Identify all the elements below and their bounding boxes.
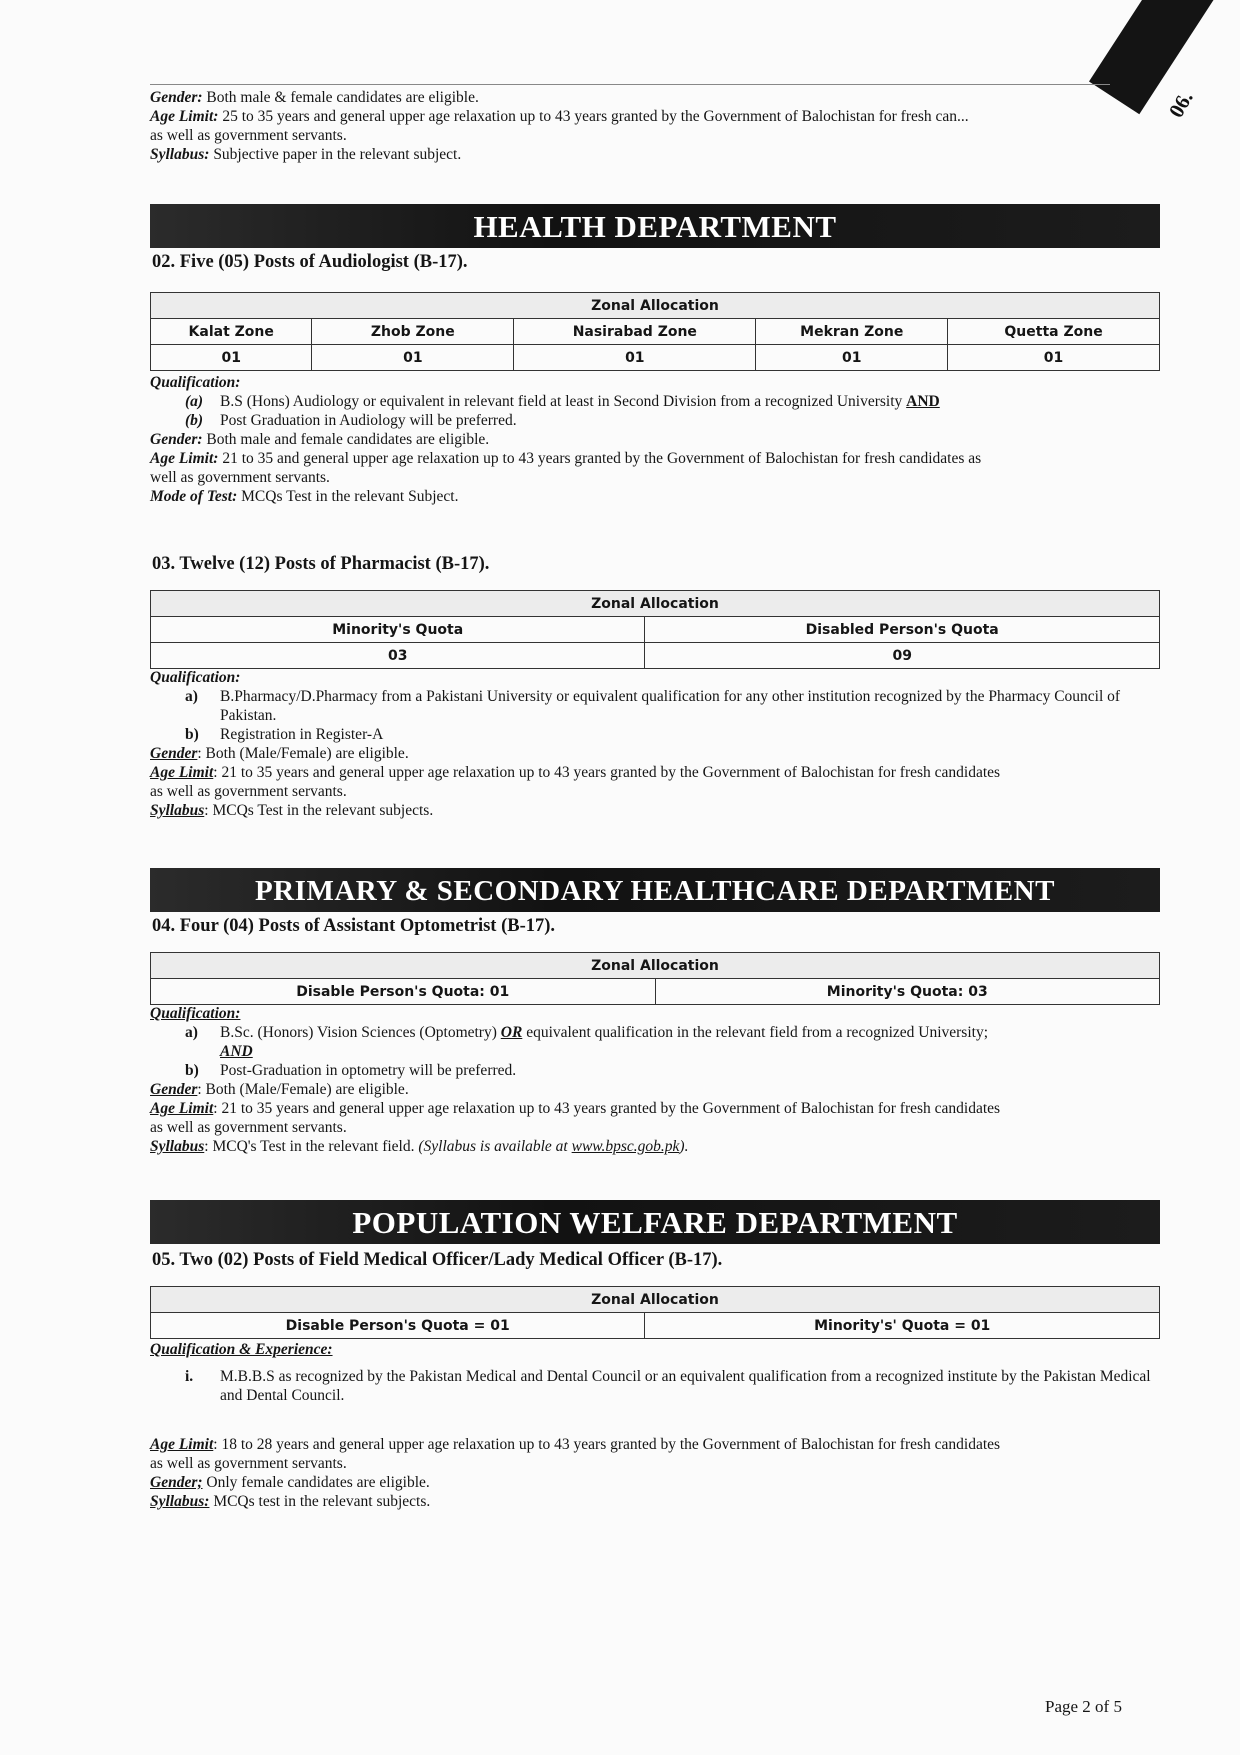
list-item: a) B.Sc. (Honors) Vision Sciences (Optometry) OR equivalent qualification in the relevant field from a recognized University; AND: [185, 1024, 989, 1060]
zone-header: Quetta Zone: [948, 319, 1160, 345]
audiologist-heading: 02. Five (05) Posts of Audiologist (B-17).: [152, 252, 468, 272]
gender-label: Gender;: [150, 1474, 203, 1491]
pharmacist-details: [150, 668, 1160, 820]
zone-header: Kalat Zone: [151, 319, 312, 345]
corner-page-number: 06.: [1163, 86, 1198, 122]
qualification-list: [150, 1023, 1160, 1080]
age-text: : 18 to 28 years and general upper age relaxation up to 43 years granted by the Government of Balochistan for fresh candidates: [213, 1436, 1001, 1453]
previous-post-details: [150, 88, 1160, 164]
age-text: 21 to 35 and general upper age relaxation up to 43 years granted by the Government of Balochistan for fresh candidates as: [218, 450, 982, 467]
bpsc-link[interactable]: www.bpsc.gob.pk: [571, 1138, 680, 1155]
quota-value: 09: [645, 643, 1160, 669]
zonal-allocation-title: Zonal Allocation: [151, 591, 1160, 617]
age-text-cont: as well as government servants.: [150, 1455, 347, 1472]
optometrist-heading: 04. Four (04) Posts of Assistant Optometrist (B-17).: [152, 916, 556, 936]
health-department-banner: HEALTH DEPARTMENT: [150, 204, 1160, 248]
medical-officer-zonal-table: [150, 1286, 1160, 1339]
qualification-label: Qualification:: [150, 1005, 241, 1022]
pharmacist-heading: 03. Twelve (12) Posts of Pharmacist (B-17).: [152, 554, 490, 574]
medical-officer-heading: 05. Two (02) Posts of Field Medical Officer/Lady Medical Officer (B-17).: [152, 1250, 723, 1270]
list-item: (b) Post Graduation in Audiology will be preferred.: [185, 412, 517, 429]
quota-cell: Disable Person's Quota: 01: [151, 979, 656, 1005]
age-label: Age Limit: [150, 1436, 214, 1453]
qualification-experience-label: Qualification & Experience:: [150, 1341, 333, 1358]
age-text: : 21 to 35 years and general upper age relaxation up to 43 years granted by the Government of Balochistan for fresh candidates: [213, 1100, 1001, 1117]
syllabus-text: : MCQs Test in the relevant subjects.: [204, 802, 434, 819]
zone-value: 01: [756, 345, 948, 371]
quota-header: Minority's Quota: [151, 617, 645, 643]
gender-text: : Both (Male/Female) are eligible.: [197, 1081, 409, 1098]
gender-text: Both male & female candidates are eligible.: [202, 89, 479, 106]
quota-header: Disabled Person's Quota: [645, 617, 1160, 643]
age-text-cont: as well as government servants.: [150, 783, 347, 800]
medical-officer-details: [150, 1340, 1160, 1511]
pharmacist-zonal-table: [150, 590, 1160, 669]
zone-value: 01: [514, 345, 756, 371]
quota-value: 03: [151, 643, 645, 669]
syllabus-text: MCQs test in the relevant subjects.: [209, 1493, 431, 1510]
page-number: Page 2 of 5: [1045, 1697, 1122, 1716]
zone-header: Mekran Zone: [756, 319, 948, 345]
syllabus-text: Subjective paper in the relevant subject.: [209, 146, 462, 163]
qualification-list: [150, 1367, 1160, 1405]
zonal-allocation-title: Zonal Allocation: [151, 1287, 1160, 1313]
quota-cell: Disable Person's Quota = 01: [151, 1313, 645, 1339]
population-welfare-banner: POPULATION WELFARE DEPARTMENT: [150, 1200, 1160, 1244]
or-keyword: OR: [500, 1024, 523, 1041]
age-text-cont: as well as government servants.: [150, 1119, 347, 1136]
gender-text: Only female candidates are eligible.: [202, 1474, 430, 1491]
age-label: Age Limit:: [150, 108, 219, 125]
optometrist-details: Qualification: a) B.Sc. (Honors) Vision Sciences (Optometry) OR equivalent qualification in the relevant field from a recognized University; AND b) Post-Graduation in optometry will be preferred. Gender: Both (Male/Female) are eligible. Age Limit: 21 to 35 years and general upper age relaxation up to 43 years granted by the Government of Balochistan for fresh candidates as well as government servants. Syllabus: MCQ's Test in the relevant field. (Syllabus is available at www.bpsc.gob.pk).: [150, 1004, 1160, 1156]
audiologist-details: [150, 373, 1160, 506]
zonal-allocation-title: Zonal Allocation: [151, 953, 1160, 979]
top-rule: [150, 84, 1110, 85]
qualification-label: Qualification:: [150, 374, 241, 391]
quota-cell: Minority's Quota: 03: [655, 979, 1160, 1005]
gender-label: Gender:: [150, 89, 203, 106]
list-item: a) B.Pharmacy/D.Pharmacy from a Pakistani University or equivalent qualification for any other institution recognized by the Pharmacy Council of Pakistan.: [185, 688, 1121, 724]
age-text: : 21 to 35 years and general upper age relaxation up to 43 years granted by the Government of Balochistan for fresh candidates: [213, 764, 1001, 781]
age-text-cont: as well as government servants.: [150, 127, 347, 144]
gender-label: Gender: [150, 1081, 198, 1098]
primary-secondary-healthcare-banner: PRIMARY & SECONDARY HEALTHCARE DEPARTMENT: [150, 868, 1160, 912]
syllabus-label: Syllabus: [150, 802, 205, 819]
list-item: i. M.B.B.S as recognized by the Pakistan Medical and Dental Council or an equivalent qualification from a recognized institute by the Pakistan Medical and Dental Council.: [185, 1368, 1151, 1404]
syllabus-label: Syllabus:: [150, 1493, 210, 1510]
age-text: 25 to 35 years and general upper age relaxation up to 43 years granted by the Government of Balochistan for fresh can...: [218, 108, 969, 125]
zone-header: Nasirabad Zone: [514, 319, 756, 345]
syllabus-text: : MCQ's Test in the relevant field.: [204, 1138, 419, 1155]
zone-value: 01: [151, 345, 312, 371]
gender-label: Gender: [150, 745, 198, 762]
syllabus-label: Syllabus:: [150, 146, 210, 163]
list-item: (a) B.S (Hons) Audiology or equivalent in relevant field at least in Second Division from a recognized University AND: [185, 393, 940, 410]
optometrist-zonal-table: [150, 952, 1160, 1005]
mode-of-test-text: MCQs Test in the relevant Subject.: [237, 488, 459, 505]
audiologist-zonal-table: [150, 292, 1160, 371]
quota-cell: Minority's' Quota = 01: [645, 1313, 1160, 1339]
qualification-label: Qualification:: [150, 669, 241, 686]
zone-value: 01: [312, 345, 514, 371]
and-keyword: AND: [906, 393, 940, 410]
syllabus-label: Syllabus: [150, 1138, 205, 1155]
gender-label: Gender:: [150, 431, 203, 448]
gender-text: Both male and female candidates are eligible.: [202, 431, 490, 448]
age-text-cont: well as government servants.: [150, 469, 330, 486]
zone-header: Zhob Zone: [312, 319, 514, 345]
age-label: Age Limit: [150, 1100, 214, 1117]
age-label: Age Limit: [150, 764, 214, 781]
and-keyword: AND: [220, 1043, 253, 1060]
list-item: b) Post-Graduation in optometry will be preferred.: [185, 1062, 517, 1079]
mode-of-test-label: Mode of Test:: [150, 488, 238, 505]
qualification-list: [150, 687, 1160, 744]
qualification-list: [150, 392, 1160, 430]
gender-text: : Both (Male/Female) are eligible.: [197, 745, 409, 762]
age-label: Age Limit:: [150, 450, 219, 467]
zone-value: 01: [948, 345, 1160, 371]
list-item: b) Registration in Register-A: [185, 726, 384, 743]
zonal-allocation-title: Zonal Allocation: [151, 293, 1160, 319]
